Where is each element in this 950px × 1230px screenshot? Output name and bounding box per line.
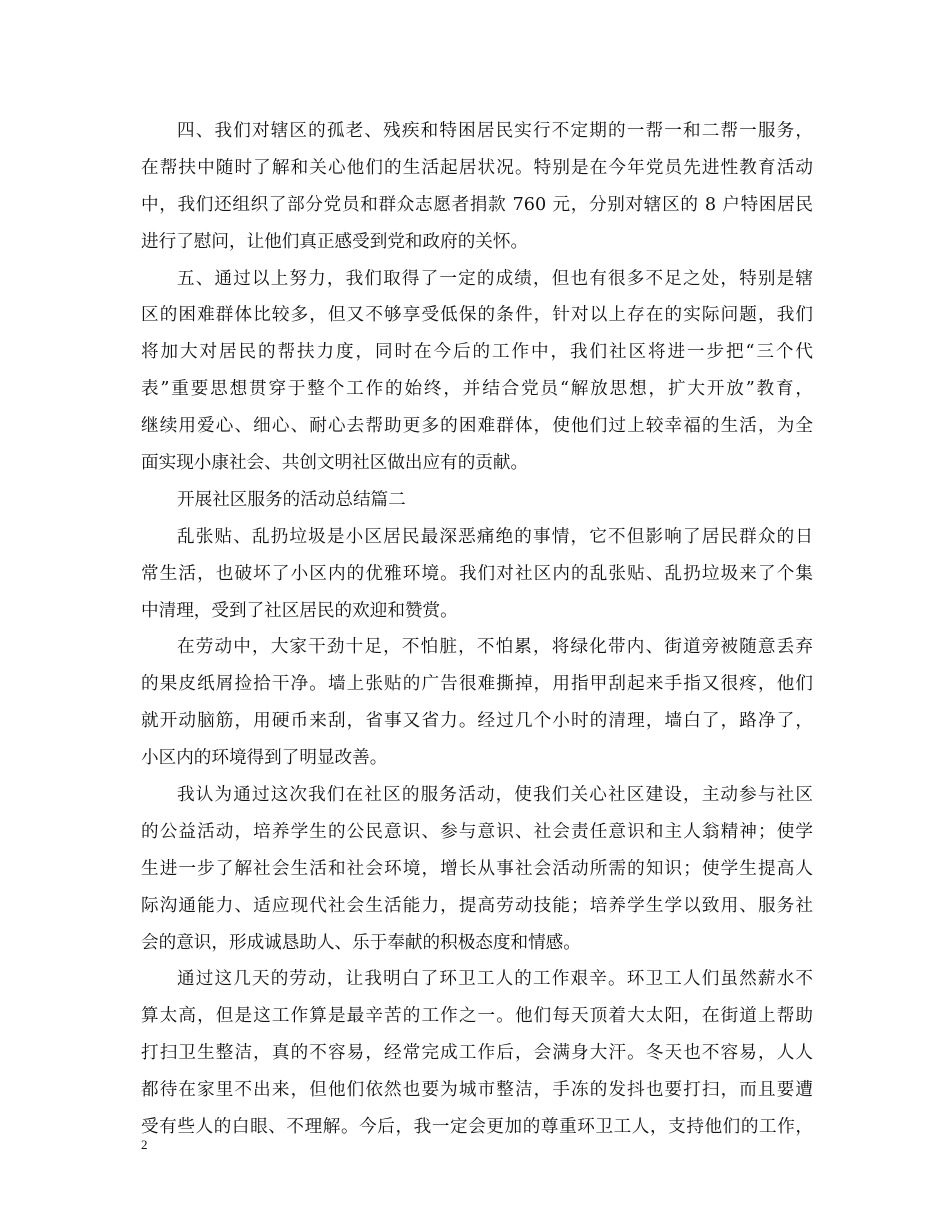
text-line: 在帮扶中随时了解和关心他们的生活起居状况。特别是在今年党员先进性教育活动 [141, 157, 813, 178]
text-line: 常生活，也破坏了小区内的优雅环境。我们对社区内的乱张贴、乱扔垃圾来了个集 [141, 563, 813, 584]
text-line: 的公益活动，培养学生的公民意识、参与意识、社会责任意识和主人翁精神；使学 [141, 821, 813, 842]
page-number: 2 [141, 1137, 148, 1152]
section-heading: 开展社区服务的活动总结篇二 [177, 489, 406, 510]
text-line: 四、我们对辖区的孤老、残疾和特困居民实行不定期的一帮一和二帮一服务， [177, 121, 813, 141]
text-line: 面实现小康社会、共创文明社区做出应有的贡献。 [141, 453, 529, 474]
text-line: 通过这几天的劳动，让我明白了环卫工人的工作艰辛。环卫工人们虽然薪水不 [177, 969, 813, 990]
text-line: 受有些人的白眼、不理解。今后，我一定会更加的尊重环卫工人，支持他们的工作， [141, 1117, 813, 1138]
text-line: 区的困难群体比较多，但又不够享受低保的条件，针对以上存在的实际问题，我们 [141, 305, 813, 326]
text-line: 都待在家里不出来，但他们依然也要为城市整洁，手冻的发抖也要打扫，而且要遭 [141, 1080, 813, 1101]
text-line: 表”重要思想贯穿于整个工作的始终，并结合党员“解放思想，扩大开放”教育， [141, 379, 813, 400]
text-line: 我认为通过这次我们在社区的服务活动，使我们关心社区建设，主动参与社区 [177, 785, 813, 806]
text-line: 进行了慰问，让他们真正感受到党和政府的关怀。 [141, 231, 529, 252]
text-line: 在劳动中，大家干劲十足，不怕脏，不怕累，将绿化带内、街道旁被随意丢弃 [177, 637, 813, 658]
text-line: 中，我们还组织了部分党员和群众志愿者捐款 760 元，分别对辖区的 8 户特困居民 [141, 194, 813, 215]
text-line: 际沟通能力、适应现代社会生活能力，提高劳动技能；培养学生学以致用、服务社 [141, 895, 813, 916]
text-line: 就开动脑筋，用硬币来刮，省事又省力。经过几个小时的清理，墙白了，路净了， [141, 711, 813, 732]
text-line: 算太高，但是这工作算是最辛苦的工作之一。他们每天顶着大太阳，在街道上帮助 [141, 1006, 813, 1027]
text-line: 打扫卫生整洁，真的不容易，经常完成工作后，会满身大汗。冬天也不容易，人人 [141, 1043, 813, 1064]
text-line: 乱张贴、乱扔垃圾是小区居民最深恶痛绝的事情，它不但影响了居民群众的日 [177, 526, 813, 547]
text-line: 五、通过以上努力，我们取得了一定的成绩，但也有很多不足之处，特别是辖 [177, 268, 813, 289]
text-line: 生进一步了解社会生活和社会环境，增长从事社会活动所需的知识；使学生提高人 [141, 858, 813, 879]
document-body [141, 113, 813, 1146]
text-line: 将加大对居民的帮扶力度，同时在今后的工作中，我们社区将进一步把“三个代 [141, 342, 813, 363]
text-line: 继续用爱心、细心、耐心去帮助更多的困难群体，使他们过上较幸福的生活，为全 [141, 416, 813, 437]
text-line: 会的意识，形成诚恳助人、乐于奉献的积极态度和情感。 [141, 932, 581, 953]
text-line: 的果皮纸屑捡拾干净。墙上张贴的广告很难撕掉，用指甲刮起来手指又很疼，他们 [141, 674, 813, 695]
text-line: 小区内的环境得到了明显改善。 [141, 748, 388, 769]
text-line: 中清理，受到了社区居民的欢迎和赞赏。 [141, 600, 458, 621]
